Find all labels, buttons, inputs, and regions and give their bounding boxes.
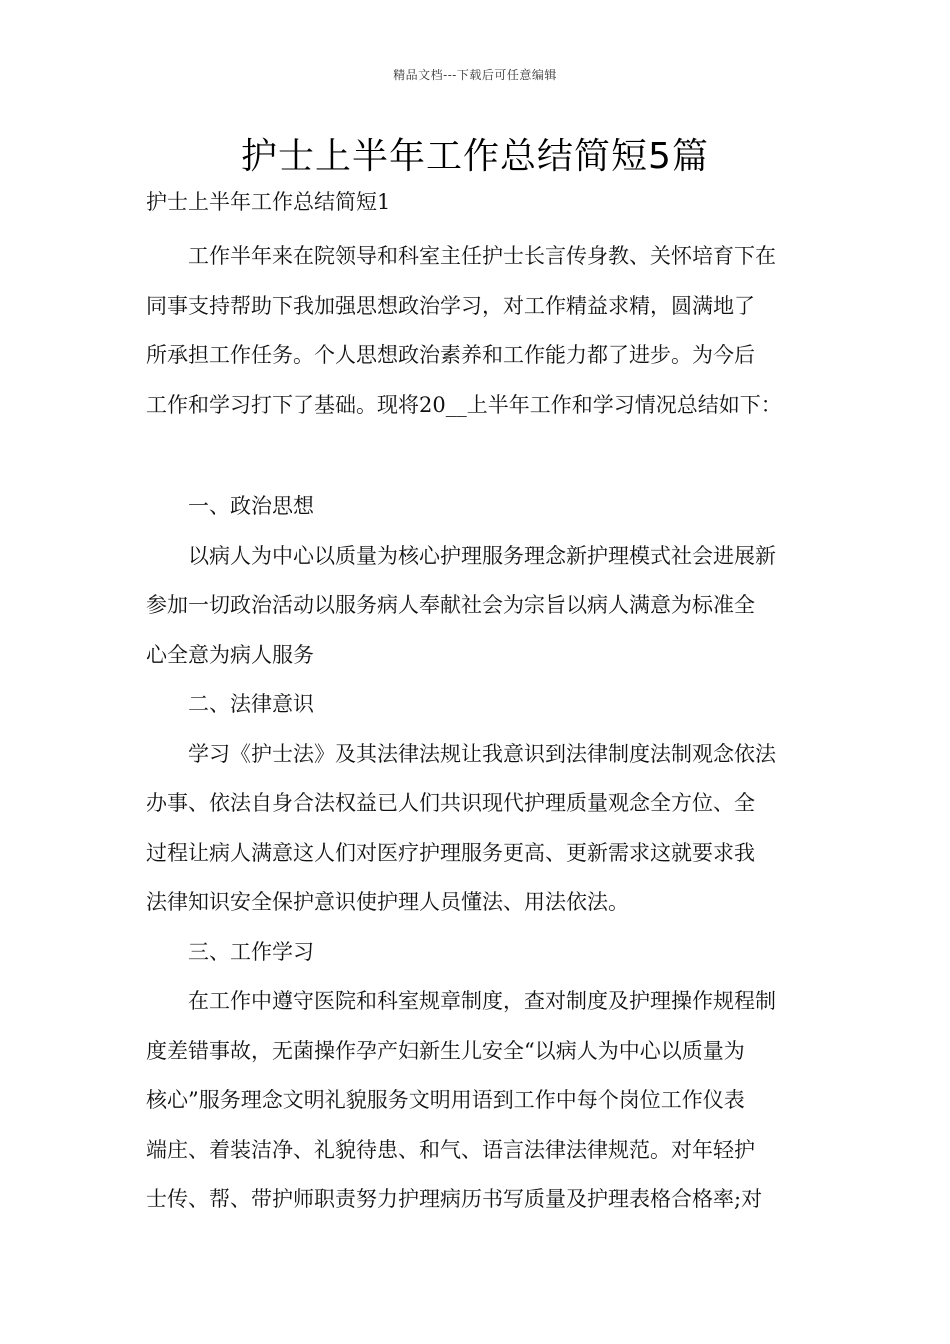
header-note: 精品文档---下载后可任意编辑: [393, 68, 557, 82]
intro-line: 工作和学习打下了基础。现将20__上半年工作和学习情况总结如下：: [146, 392, 782, 417]
paragraph-line: 学习《护士法》及其法律法规让我意识到法律制度法制观念依法: [188, 741, 776, 766]
document-title: 护士上半年工作总结简短5篇: [241, 136, 709, 177]
document-body: [146, 232, 814, 1225]
paragraph-line: 核心”服务理念文明礼貌服务文明用语到工作中每个岗位工作仪表: [146, 1088, 745, 1112]
paragraph-line: 度差错事故，无菌操作孕产妇新生儿安全“以病人为中心以质量为: [146, 1038, 745, 1063]
paragraph-line: 过程让病人满意这人们对医疗护理服务更高、更新需求这就要求我: [146, 840, 755, 865]
paragraph-line: 心全意为病人服务: [146, 642, 314, 667]
section-heading-work: 三、工作学习: [188, 939, 314, 964]
intro-line: 同事支持帮助下我加强思想政治学习，对工作精益求精，圆满地了: [146, 293, 755, 318]
paragraph-spacer: [146, 430, 814, 482]
section-paragraph-work: [146, 977, 814, 1225]
paragraph-line: 以病人为中心以质量为核心护理服务理念新护理模式社会进展新: [188, 543, 776, 568]
intro-line: 工作半年来在院领导和科室主任护士长言传身教、关怀培育下在: [188, 244, 776, 268]
paragraph-line: 法律知识安全保护意识使护理人员懂法、用法依法。: [146, 890, 629, 914]
section-paragraph-politics: [146, 532, 814, 681]
intro-paragraph: [146, 232, 814, 430]
section-heading-law: 二、法律意识: [188, 692, 314, 716]
paragraph-line: 士传、帮、带护师职责努力护理病历书写质量及护理表格合格率;对: [146, 1187, 763, 1211]
paragraph-line: 端庄、着装洁净、礼貌待患、和气、语言法律法律规范。对年轻护: [146, 1137, 755, 1162]
paragraph-line: 办事、依法自身合法权益已人们共识现代护理质量观念全方位、全: [146, 791, 755, 815]
section-heading-politics: 一、政治思想: [188, 494, 314, 518]
paragraph-line: 在工作中遵守医院和科室规章制度，查对制度及护理操作规程制: [188, 989, 776, 1013]
intro-line: 所承担工作任务。个人思想政治素养和工作能力都了进步。为今后: [146, 343, 755, 367]
article-subtitle: 护士上半年工作总结简短1: [146, 190, 391, 214]
paragraph-line: 参加一切政治活动以服务病人奉献社会为宗旨以病人满意为标准全: [146, 593, 755, 617]
section-paragraph-law: [146, 730, 814, 928]
